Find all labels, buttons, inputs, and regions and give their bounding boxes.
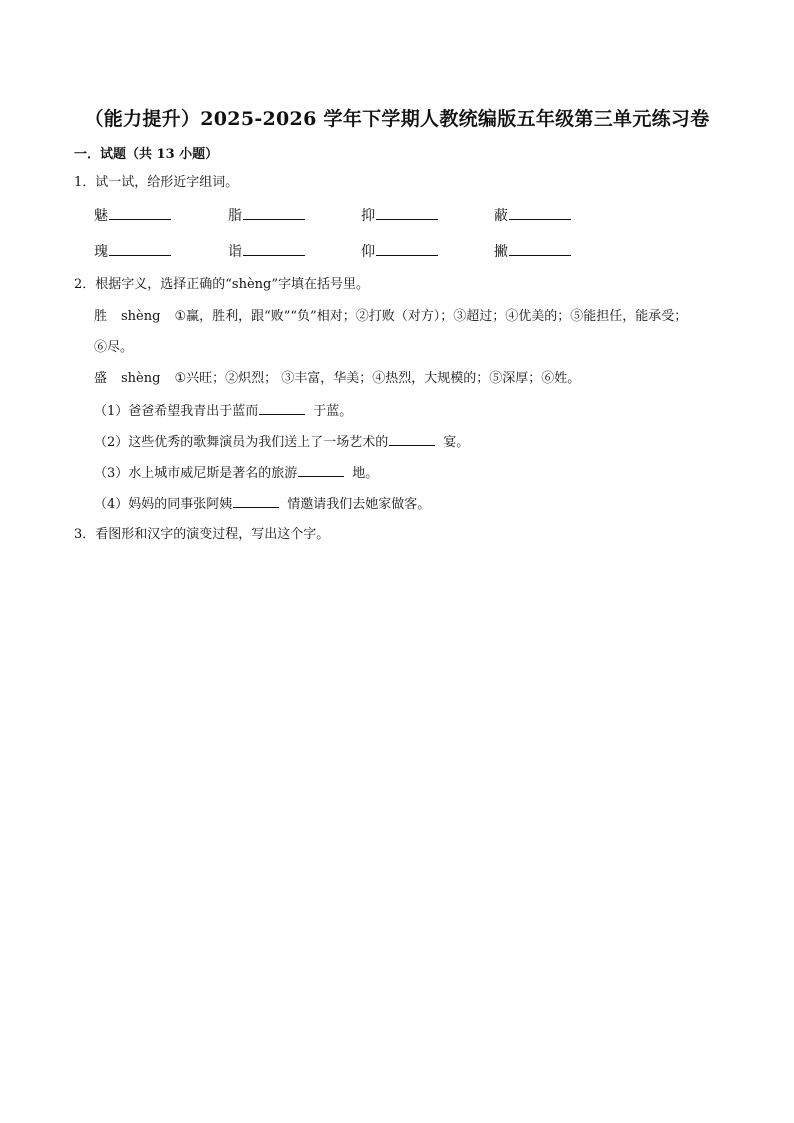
q1-char: 蔽 [494, 208, 508, 224]
sheng-char: 盛 [94, 371, 108, 386]
answer-blank[interactable] [376, 242, 438, 256]
question-2-stem: 2．根据字义，选择正确的“shèng”字填在括号里。 [74, 277, 369, 292]
answer-blank[interactable] [109, 242, 171, 256]
sheng-definition-1-cont: ⑥尽。 [94, 340, 134, 355]
question-3-stem: 3．看图形和汉字的演变过程，写出这个字。 [74, 527, 330, 542]
q1-item [94, 206, 171, 225]
page-title: （能力提升）2025-2026 学年下学期人教统编版五年级第三单元练习卷 [84, 108, 710, 130]
sheng-meanings: ①兴旺；②炽烈； ③丰富，华美；④热烈，大规模的；⑤深厚；⑥姓。 [174, 371, 581, 386]
q1-item [361, 242, 438, 261]
answer-blank[interactable] [509, 242, 571, 256]
answer-blank[interactable] [389, 432, 435, 446]
q1-char: 瑰 [94, 244, 108, 260]
q1-char: 抑 [361, 208, 375, 224]
q1-item [228, 242, 305, 261]
answer-blank[interactable] [233, 494, 279, 508]
q1-char: 魅 [94, 208, 108, 224]
answer-blank[interactable] [509, 206, 571, 220]
q1-item [228, 206, 305, 225]
sheng-char: 胜 [94, 309, 108, 324]
q1-char: 仰 [361, 244, 375, 260]
q1-item [494, 242, 571, 261]
answer-blank[interactable] [243, 242, 305, 256]
q2-subitem: （4）妈妈的同事张阿姨 情邀请我们去她家做客。 [94, 494, 430, 514]
section-heading: 一．试题（共 13 小题） [74, 147, 219, 162]
q1-item [94, 242, 171, 261]
q1-item [494, 206, 571, 225]
answer-blank[interactable] [298, 463, 344, 477]
sheng-pinyin: shèng [121, 371, 161, 386]
q1-char: 诣 [228, 244, 242, 260]
answer-blank[interactable] [259, 401, 305, 415]
answer-blank[interactable] [376, 206, 438, 220]
answer-blank[interactable] [109, 206, 171, 220]
q2-subitem: （1）爸爸希望我青出于蓝而 于蓝。 [94, 401, 352, 421]
sheng-definition-2 [94, 370, 580, 388]
q2-subitem: （3）水上城市威尼斯是著名的旅游 地。 [94, 463, 378, 483]
q1-char: 脂 [228, 208, 242, 224]
q1-char: 撇 [494, 244, 508, 260]
answer-blank[interactable] [243, 206, 305, 220]
sheng-meanings: ①赢，胜利，跟“败”“负”相对；②打败（对方）；③超过；④优美的；⑤能担任，能承受； [174, 309, 688, 324]
question-1-stem: 1．试一试，给形近字组词。 [74, 175, 239, 190]
q2-subitem: （2）这些优秀的歌舞演员为我们送上了一场艺术的 宴。 [94, 432, 469, 452]
sheng-pinyin: shèng [121, 309, 161, 324]
q1-item [361, 206, 438, 225]
sheng-definition-1 [94, 308, 687, 326]
